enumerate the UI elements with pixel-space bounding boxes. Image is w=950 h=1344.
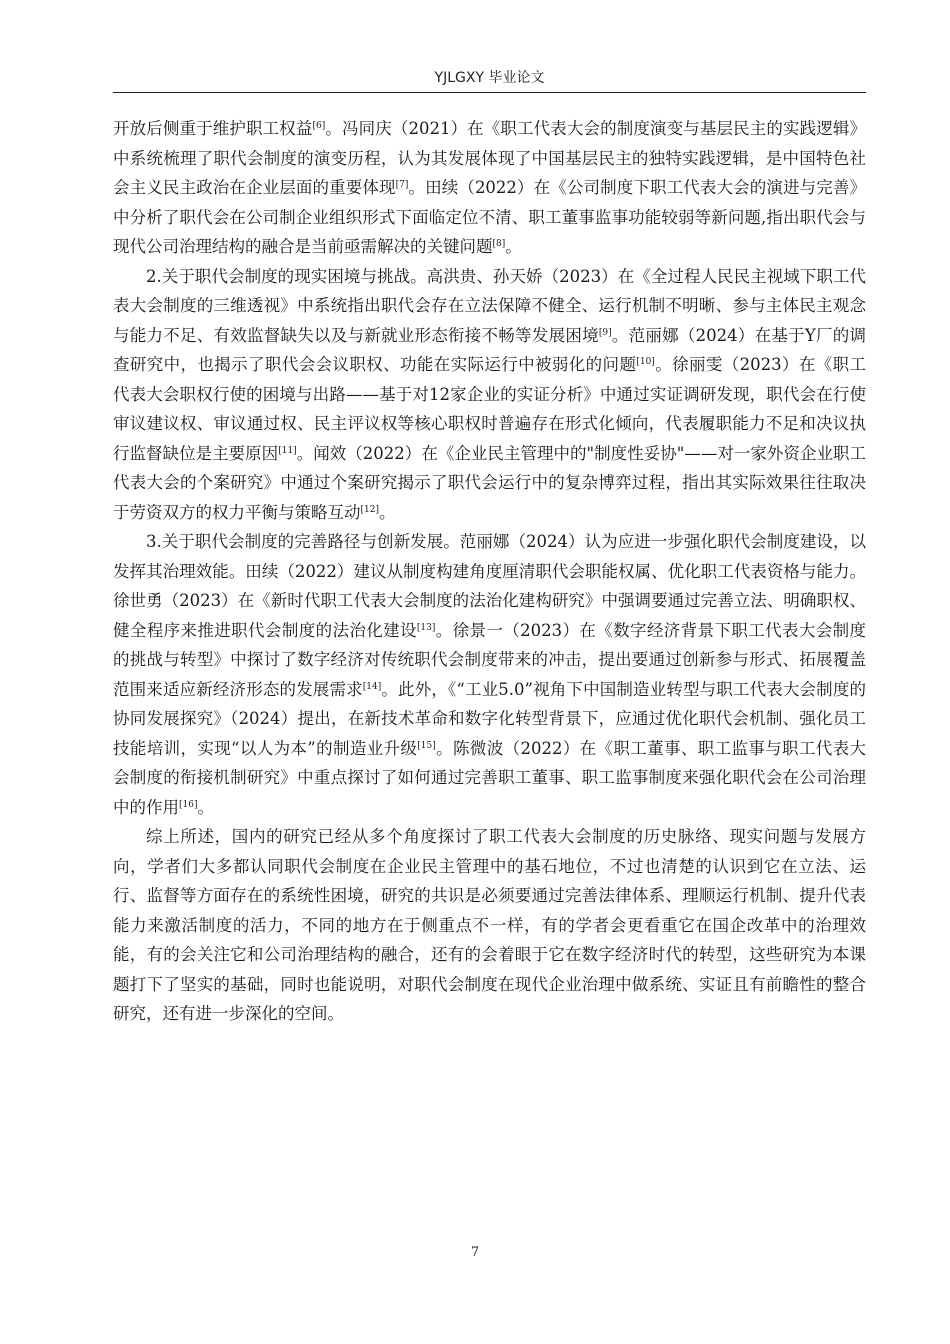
paragraph-text: 。此外，《“工业5.0”视角下中国制造业转型与职工代表大会制度的协同发展探究》（2024）提出，在新技术革命和数字化转型背景下，应通过优化职代会机制、强化员工技能培训，实现“以人为本”的制造业升级	[113, 679, 866, 758]
citation-ref: [11]	[278, 445, 297, 456]
citation-ref: [14]	[362, 681, 382, 692]
citation-ref: [16]	[179, 799, 198, 810]
paragraph-text: 。徐景一（2023）在《数字经济背景下职工代表大会制度的挑战与转型》中探讨了数字经济对传统职代会制度带来的冲击，提出要通过创新参与形式、拓展覆盖范围来适应新经济形态的发展需求	[113, 620, 867, 699]
paragraph-text: 综上所述，国内的研究已经从多个角度探讨了职工代表大会制度的历史脉络、现实问题与发展方向，学者们大多都认同职代会制度在企业民主管理中的基石地位，不过也清楚的认识到它在立法、运行、监督等方面存在的系统性困境，研究的共识是必须要通过完善法律体系、理顺运行机制、提升代表能力来激活制度的活力，不同的地方在于侧重点不一样，有的学者会更看重它在国企改革中的治理效能，有的会关注它和公司治理结构的融合，还有的会着眼于它在数字经济时代的转型，这些研究为本课题打下了坚实的基础，同时也能说明，对职代会制度在现代企业治理中做系统、实证且有前瞻性的整合研究，还有进一步深化的空间。	[113, 827, 866, 1023]
paragraph-text: 。陈微波（2022）在《职工董事、职工监事与职工代表大会制度的衔接机制研究》中重点探讨了如何通过完善职工董事、职工监事制度来强化职代会在公司治理中的作用	[113, 738, 867, 817]
citation-ref: [10]	[636, 357, 655, 367]
header-title: YJLGXY 毕业论文	[434, 70, 545, 86]
citation-ref: [9]	[598, 327, 612, 338]
paragraph-1	[113, 114, 866, 262]
paragraph-text: 开放后侧重于维护职工权益	[113, 119, 313, 138]
paragraph-text: 。田续（2022）在《公司制度下职工代表大会的演进与完善》中分析了职代会在公司制企业组织形式下面临定位不清、职工董事监事功能较弱等新问题,指出职代会与现代公司治理结构的融合是当前亟需解决的关键问题	[113, 178, 866, 256]
citation-ref: [13]	[416, 622, 436, 633]
paragraph-3	[113, 527, 866, 822]
paragraph-2	[113, 262, 866, 528]
paragraph-text: 。冯同庆（2021）在《职工代表大会的制度演变与基层民主的实践逻辑》中系统梳理了职代会制度的演变历程，认为其发展体现了中国基层民主的独特实践逻辑，是中国特色社会主义民主政治在企业层面的重要体现	[113, 119, 866, 197]
citation-ref: [6]	[312, 121, 326, 131]
paragraph-text: 。闻效（2022）在《企业民主管理中的"制度性妥协"——对一家外资企业职工代表大会的个案研究》中通过个案研究揭示了职代会运行中的复杂博弈过程，指出其实际效果往往取决于劳资双方的权力平衡与策略互动	[113, 443, 867, 522]
paragraph-text: 。	[197, 797, 214, 817]
citation-ref: [7]	[395, 180, 409, 190]
paragraph-text: 。	[505, 237, 522, 256]
page-number: 7	[470, 1245, 480, 1260]
citation-ref: [15]	[417, 740, 436, 751]
paragraph-text: 2.关于职代会制度的现实困境与挑战。高洪贵、孙天娇（2023）在《全过程人民民主视域下职工代表大会制度的三维透视》中系统指出职代会存在立法保障不健全、运行机制不明晰、参与主体民主观念与能力不足、有效监督缺失以及与新就业形态衔接不畅等发展困境	[113, 266, 866, 345]
paragraph-text: 。	[378, 502, 396, 522]
citation-ref: [8]	[492, 239, 506, 249]
paragraph-text: 。范丽娜（2024）在基于Y厂的调查研究中，也揭示了职代会会议职权、功能在实际运行中被弱化的问题	[113, 325, 866, 374]
paragraph-4	[113, 822, 866, 1029]
citation-ref: [12]	[360, 504, 379, 515]
paragraph-text: 。徐丽雯（2023）在《职工代表大会职权行使的困境与出路——基于对12家企业的实证分析》中通过实证调研发现，职代会在行使审议建议权、审议通过权、民主评议权等核心职权时普遍存在形式化倾向，代表履职能力不足和决议执行监督缺位是主要原因	[113, 355, 866, 463]
paragraph-text: 3.关于职代会制度的完善路径与创新发展。范丽娜（2024）认为应进一步强化职代会制度建设，以发挥其治理效能。田续（2022）建议从制度构建角度厘清职代会职能权属、优化职工代表资格与能力。徐世勇（2023）在《新时代职工代表大会制度的法治化建构研究》中强调要通过完善立法、明确职权、健全程序来推进职代会制度的法治化建设	[113, 532, 866, 640]
page-header	[113, 64, 866, 93]
main-body-text	[113, 114, 866, 1029]
